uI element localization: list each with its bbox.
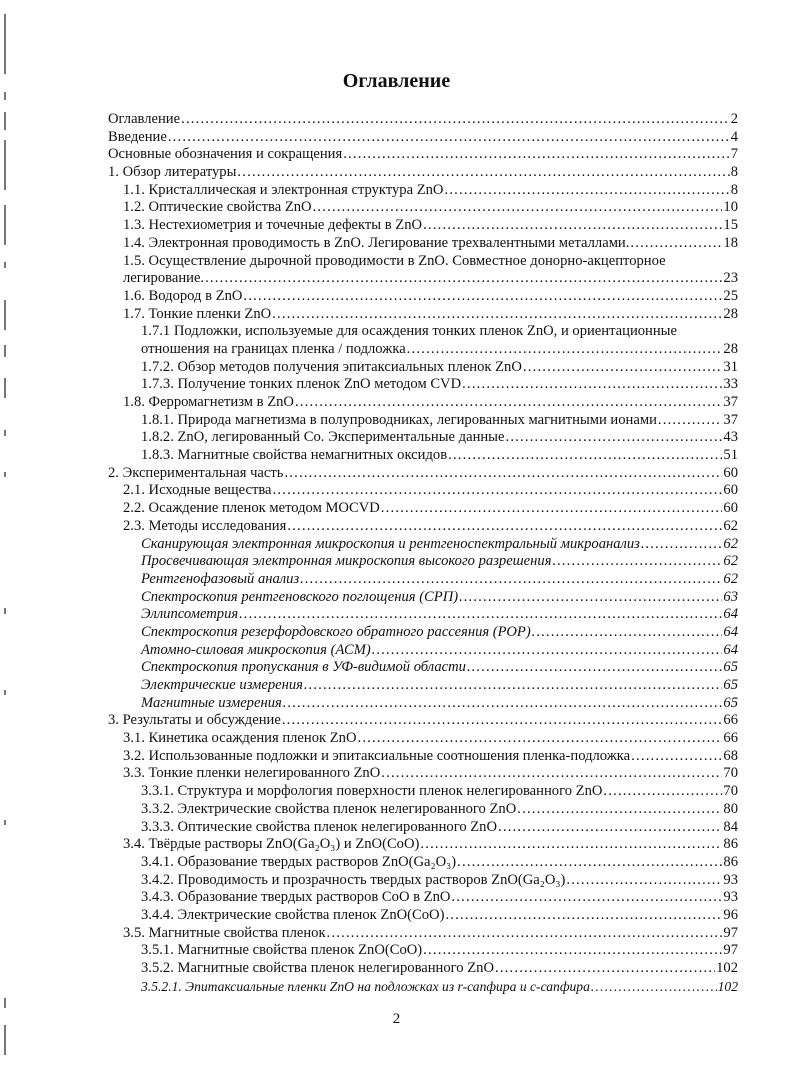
toc-entry-title: Спектроскопия рентгеновского поглощения (СРП) (141, 588, 459, 605)
toc-entry-title: 3.5.2. Магнитные свойства пленок нелегированного ZnO (141, 960, 494, 976)
toc-leader-dots (467, 659, 722, 677)
toc-entry[interactable] (108, 606, 738, 624)
toc-entry-page: 102 (716, 960, 738, 976)
toc-entry-page: 10 (723, 199, 738, 216)
toc-entry-title: 3. Результаты и обсуждение (108, 712, 281, 729)
toc-entry[interactable] (108, 907, 738, 925)
toc-entry-page: 66 (723, 730, 738, 747)
toc-entry-page: 33 (723, 376, 738, 393)
toc-entry-page: 63 (723, 588, 738, 605)
toc-leader-dots (372, 642, 723, 660)
toc-entry-page: 70 (723, 783, 738, 800)
toc-entry-title: 2.1. Исходные вещества (123, 482, 272, 499)
toc-entry[interactable] (108, 217, 738, 235)
toc-entry[interactable] (108, 253, 738, 271)
toc-entry[interactable] (108, 642, 738, 660)
toc-entry[interactable] (108, 748, 738, 766)
toc-entry-page: 65 (723, 694, 738, 711)
toc-entry-title: 2.3. Методы исследования (123, 517, 287, 534)
toc-entry-title: Просвечивающая электронная микроскопия высокого разрешения (141, 553, 552, 570)
toc-entry[interactable] (108, 394, 738, 412)
toc-entry-title: 1.7. Тонкие пленки ZnO (123, 305, 272, 322)
toc-leader-dots (239, 606, 722, 624)
toc-entry-page: 37 (723, 411, 738, 428)
toc-leader-dots (282, 712, 723, 730)
toc-entry-title: 1.7.3. Получение тонких пленок ZnO методом CVD (141, 376, 462, 393)
toc-entry-page: 97 (723, 924, 738, 941)
toc-entry-page: 86 (723, 853, 738, 870)
toc-leader-dots (327, 925, 723, 943)
toc-entry-page: 8 (730, 164, 738, 181)
toc-entry-title: 3.4. Твёрдые растворы ZnO(Ga₂O₃) и ZnO(CoO) (123, 836, 420, 853)
toc-leader-dots (462, 376, 722, 394)
toc-entry[interactable] (108, 712, 738, 730)
toc-entry[interactable] (108, 500, 738, 518)
toc-entry[interactable] (108, 695, 738, 713)
toc-entry-page: 64 (723, 641, 738, 658)
toc-leader-dots (304, 677, 722, 695)
toc-entry-title: 3.3.1. Структура и морфология поверхности пленок нелегированного ZnO (141, 783, 603, 800)
toc-entry-title: 2.2. Осаждение пленок методом MOCVD (123, 500, 380, 517)
toc-leader-dots (381, 500, 723, 518)
toc-entry-page: 86 (723, 836, 738, 853)
toc-entry[interactable] (108, 199, 738, 217)
toc-entry[interactable] (108, 465, 738, 483)
toc-entry-page: 28 (723, 305, 738, 322)
toc-entry-page: 8 (730, 181, 738, 198)
toc-entry-page: 62 (723, 535, 738, 552)
toc-entry[interactable] (108, 306, 738, 324)
toc-entry[interactable] (108, 412, 738, 430)
table-of-contents (108, 111, 738, 995)
toc-leader-dots (444, 182, 729, 200)
toc-entry-title: 3.2. Использованные подложки и эпитаксиальные соотношения пленка-подложка (123, 747, 631, 764)
toc-leader-dots (168, 129, 730, 147)
toc-leader-dots (552, 553, 722, 571)
toc-entry[interactable] (108, 536, 738, 554)
toc-leader-dots (658, 412, 723, 430)
toc-entry-title: 1.8. Ферромагнетизм в ZnO (123, 394, 294, 410)
toc-entry-page: 15 (723, 217, 738, 234)
toc-entry-page: 60 (723, 500, 738, 517)
toc-entry-page: 62 (723, 570, 738, 587)
toc-entry[interactable] (108, 765, 738, 783)
toc-entry-title: 3.5. Магнитные свойства пленок (123, 924, 326, 941)
toc-entry[interactable] (108, 783, 738, 801)
toc-entry-title: 3.3. Тонкие пленки нелегированного ZnO (123, 765, 381, 782)
toc-entry[interactable] (108, 801, 738, 819)
toc-entry-page: 23 (723, 270, 738, 287)
toc-leader-dots (205, 270, 722, 288)
toc-entry-page: 84 (723, 818, 738, 835)
toc-entry-page: 80 (723, 800, 738, 817)
toc-entry-title: Спектроскопия резерфордовского обратного рассеяния (РОР) (141, 623, 531, 640)
toc-entry-page: 96 (723, 906, 738, 923)
toc-leader-dots (423, 942, 722, 960)
toc-entry[interactable] (108, 819, 738, 837)
toc-entry-page: 65 (723, 659, 738, 676)
toc-entry-page: 93 (723, 871, 738, 888)
toc-entry-page: 60 (723, 482, 738, 499)
toc-leader-dots (532, 624, 723, 642)
toc-entry-page: 64 (723, 606, 738, 623)
scan-margin-marks (4, 0, 14, 1092)
toc-entry[interactable] (108, 235, 738, 253)
toc-entry-title: 1.3. Нестехиометрия и точечные дефекты в ZnO (123, 217, 423, 234)
toc-leader-dots (295, 394, 722, 412)
page-number: 2 (392, 1011, 401, 1027)
toc-leader-dots (566, 872, 722, 890)
toc-entry-title: 3.3.2. Электрические свойства пленок нелегированного ZnO (141, 800, 517, 817)
toc-entry-page: 7 (730, 146, 738, 163)
toc-entry[interactable] (108, 429, 738, 447)
toc-leader-dots (641, 536, 723, 554)
toc-entry-title: 1.2. Оптические свойства ZnO (123, 199, 312, 216)
toc-leader-dots (630, 235, 722, 253)
toc-entry-page: 28 (723, 340, 738, 357)
toc-entry-title: 3.4.4. Электрические свойства пленок ZnO(CoO) (141, 906, 445, 923)
toc-leader-dots (287, 518, 722, 536)
toc-leader-dots (631, 748, 722, 766)
toc-entry-page: 2 (730, 111, 738, 127)
toc-entry-page: 62 (723, 517, 738, 534)
toc-entry[interactable] (108, 359, 738, 377)
toc-entry-title: 3.4.1. Образование твердых растворов ZnO(Ga₂O₃) (141, 853, 457, 870)
toc-entry-page: 31 (723, 358, 738, 375)
toc-leader-dots (300, 571, 722, 589)
toc-leader-dots (423, 217, 722, 235)
toc-entry-title: Рентгенофазовый анализ (141, 570, 300, 587)
toc-entry[interactable] (108, 889, 738, 907)
toc-entry-title: 1.4. Электронная проводимость в ZnO. Легирование трехвалентными металлами. (123, 234, 630, 251)
toc-entry[interactable] (108, 146, 738, 164)
toc-entry-title: Электрические измерения (141, 677, 303, 693)
toc-entry-page: 64 (723, 623, 738, 640)
toc-entry[interactable] (108, 182, 738, 200)
toc-entry[interactable] (108, 872, 738, 890)
toc-entry-page: 4 (730, 128, 738, 145)
toc-entry[interactable] (108, 730, 738, 748)
toc-leader-dots (505, 429, 722, 447)
toc-entry-page: 102 (717, 978, 738, 994)
toc-leader-dots (357, 730, 722, 748)
toc-entry-page: 65 (723, 677, 738, 693)
toc-entry-page: 18 (723, 234, 738, 251)
toc-entry-title: 3.4.3. Образование твердых растворов CoO в ZnO (141, 889, 451, 906)
toc-entry-title: 1.6. Водород в ZnO (123, 287, 243, 304)
toc-entry[interactable] (108, 111, 738, 129)
toc-entry-title: 2. Экспериментальная часть (108, 464, 284, 481)
toc-entry-title: Магнитные измерения (141, 694, 282, 711)
toc-entry-title: отношения на границах пленка / подложка (141, 340, 406, 357)
toc-entry-page: 66 (723, 712, 738, 729)
toc-leader-dots (237, 164, 729, 182)
toc-leader-dots (451, 889, 722, 907)
toc-entry-page: 43 (723, 429, 738, 446)
toc-entry[interactable] (108, 323, 738, 341)
toc-entry-title: 1.7.2. Обзор методов получения эпитаксиальных пленок ZnO (141, 358, 522, 375)
toc-leader-dots (523, 359, 723, 377)
toc-leader-dots (283, 695, 723, 713)
toc-entry[interactable] (108, 925, 738, 943)
toc-entry[interactable] (108, 447, 738, 465)
toc-leader-dots (495, 960, 715, 978)
toc-entry[interactable] (108, 129, 738, 147)
toc-entry[interactable] (108, 960, 738, 978)
toc-entry[interactable] (108, 571, 738, 589)
toc-entry[interactable] (108, 376, 738, 394)
toc-entry-title: Сканирующая электронная микроскопия и рентгеноспектральный микроанализ (141, 535, 640, 552)
toc-leader-dots (343, 146, 730, 164)
toc-entry-page: 62 (723, 553, 738, 570)
toc-leader-dots (445, 907, 722, 925)
toc-leader-dots (381, 765, 722, 783)
toc-entry-page: 93 (723, 889, 738, 906)
toc-entry[interactable] (108, 836, 738, 854)
toc-entry-title: 3.5.1. Магнитные свойства пленок ZnO(CoO) (141, 942, 423, 959)
toc-entry-title: 1. Обзор литературы (108, 164, 237, 181)
toc-entry-page: 60 (723, 464, 738, 481)
toc-entry-title: Введение (108, 128, 167, 145)
toc-leader-dots (243, 288, 722, 306)
toc-entry[interactable] (108, 677, 738, 695)
toc-entry-title: легирование. (123, 270, 205, 287)
toc-entry-title: Атомно-силовая микроскопия (АСМ) (141, 641, 371, 658)
toc-leader-dots (459, 589, 722, 607)
toc-entry-title: Спектроскопия пропускания в УФ-видимой области (141, 659, 466, 676)
toc-entry-page: 68 (723, 747, 738, 764)
toc-entry[interactable] (108, 288, 738, 306)
toc-leader-dots (517, 801, 722, 819)
toc-leader-dots (420, 836, 722, 854)
toc-entry[interactable] (108, 164, 738, 182)
toc-entry[interactable] (108, 854, 738, 872)
toc-leader-dots (313, 199, 723, 217)
toc-entry-title: 3.1. Кинетика осаждения пленок ZnO (123, 730, 357, 747)
toc-entry-page: 25 (723, 287, 738, 304)
toc-entry-title: 3.3.3. Оптические свойства пленок нелегированного ZnO (141, 818, 498, 835)
toc-entry[interactable] (108, 589, 738, 607)
toc-entry[interactable] (108, 659, 738, 677)
toc-entry-title: 1.8.2. ZnO, легированный Co. Экспериментальные данные (141, 429, 505, 446)
toc-entry[interactable] (108, 942, 738, 960)
toc-entry-title: 1.7.1 Подложки, используемые для осаждения тонких пленок ZnO, и ориентационные (141, 323, 677, 340)
toc-leader-dots (603, 783, 722, 801)
toc-leader-dots (273, 482, 723, 500)
toc-entry-page: 97 (723, 942, 738, 959)
toc-entry-title: 3.4.2. Проводимость и прозрачность твердых растворов ZnO(Ga₂O₃) (141, 871, 566, 888)
toc-entry[interactable] (108, 978, 738, 996)
toc-leader-dots (448, 447, 722, 465)
toc-leader-dots (591, 978, 717, 996)
toc-leader-dots (181, 111, 730, 129)
toc-leader-dots (498, 819, 722, 837)
toc-entry-title: 1.5. Осуществление дырочной проводимости в ZnO. Совместное донорно-акцепторное (123, 252, 666, 269)
page-title: Оглавление (342, 70, 451, 92)
toc-leader-dots (407, 341, 723, 359)
toc-entry[interactable] (108, 624, 738, 642)
toc-entry-title: Оглавление (108, 111, 181, 127)
toc-entry[interactable] (108, 341, 738, 359)
toc-entry-title: 1.8.1. Природа магнетизма в полупроводниках, легированных магнитными ионами (141, 411, 657, 428)
toc-entry-title: 3.5.2.1. Эпитаксиальные пленки ZnO на подложках из r-сапфира и c-сапфира (141, 978, 590, 994)
toc-leader-dots (272, 306, 722, 324)
toc-entry-title: 1.8.3. Магнитные свойства немагнитных оксидов (141, 447, 448, 464)
toc-entry-page: 37 (723, 394, 738, 410)
toc-entry-page: 70 (723, 765, 738, 782)
toc-entry-title: Эллипсометрия (141, 606, 239, 623)
toc-entry[interactable] (108, 270, 738, 288)
toc-entry-page: 51 (723, 447, 738, 464)
toc-leader-dots (457, 854, 722, 872)
toc-entry[interactable] (108, 482, 738, 500)
toc-entry[interactable] (108, 553, 738, 571)
toc-entry-title: 1.1. Кристаллическая и электронная структура ZnO (123, 181, 444, 198)
toc-entry-title: Основные обозначения и сокращения (108, 146, 343, 163)
toc-entry[interactable] (108, 518, 738, 536)
toc-leader-dots (284, 465, 722, 483)
